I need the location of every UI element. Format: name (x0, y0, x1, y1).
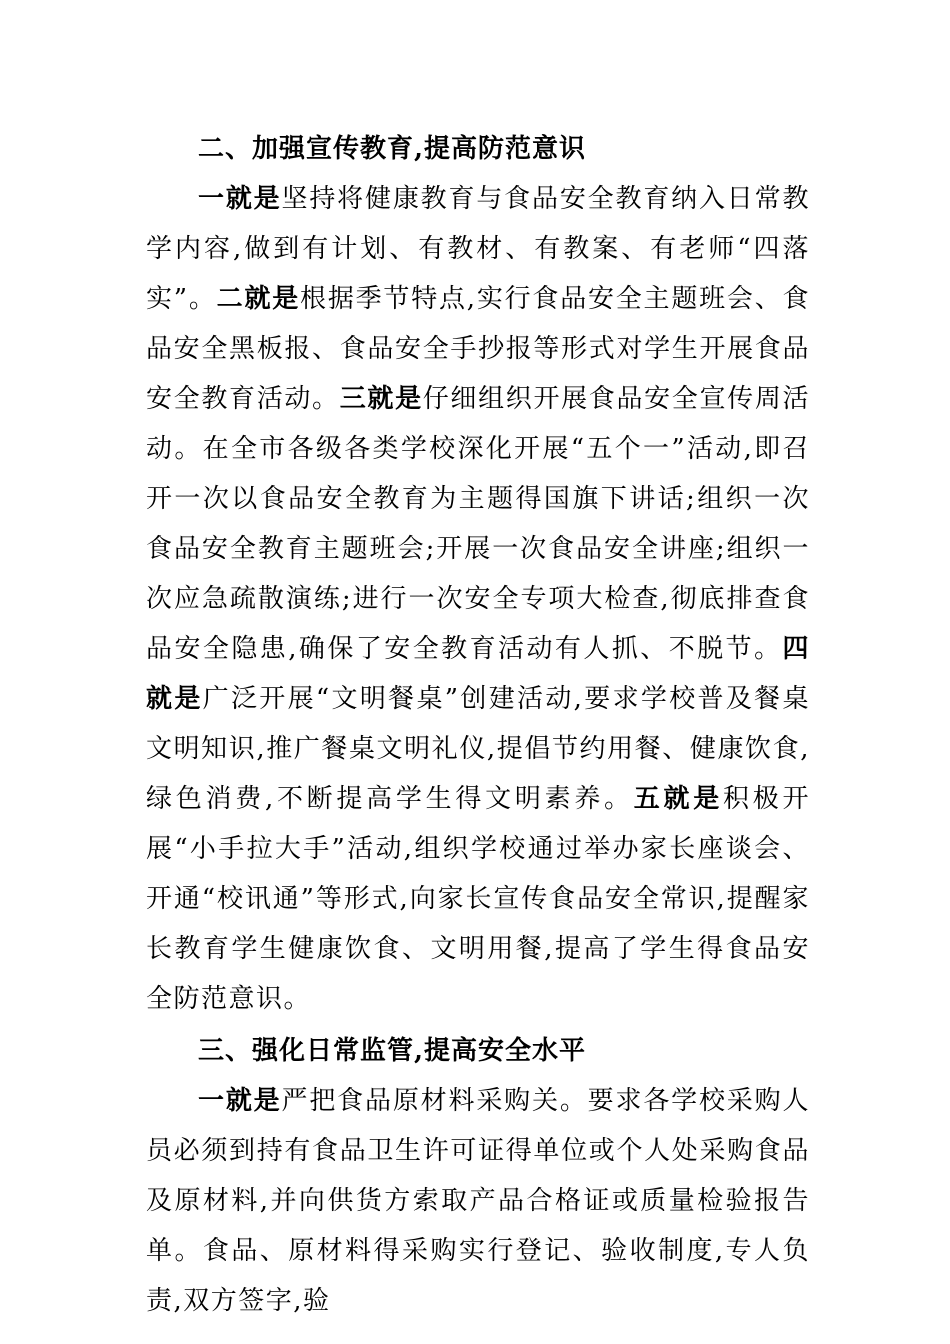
body-text-2: 根据季节特点,实行食品安全主题班会、食品安全黑板报、食品安全手抄报等形式对学生开展食品安全教育活动。 (146, 284, 811, 414)
lead-phrase-1: 一就是 (198, 184, 282, 214)
lead-phrase-5: 五就是 (633, 784, 724, 814)
body-text-3-1: 严把食品原材料采购关。要求各学校采购人员必须到持有食品卫生许可证得单位或个人处采购食品及原材料,并向供货方索取产品合格证或质量检验报告单。食品、原材料得采购实行登记、验收制度,专人负责,双方签字,验 (146, 1086, 810, 1316)
section-2-body (146, 174, 810, 1024)
section-heading-2: 二、加强宣传教育,提高防范意识 (198, 134, 587, 164)
lead-phrase-4: 四就是 (146, 634, 810, 714)
body-text-4: 广泛开展“文明餐桌”创建活动,要求学校普及餐桌文明知识,推广餐桌文明礼仪,提倡节约用餐、健康饮食,绿色消费,不断提高学生得文明素养。 (146, 684, 810, 814)
lead-phrase-2: 二就是 (216, 284, 301, 314)
body-text-3: 仔细组织开展食品安全宣传周活动。在全市各级各类学校深化开展“五个一”活动,即召开一次以食品安全教育为主题得国旗下讲话;组织一次食品安全教育主题班会;开展一次食品安全讲座;组织一次应急疏散演练;进行一次安全专项大检查,彻底排查食品安全隐患,确保了安全教育活动有人抓、不脱节。 (146, 384, 810, 664)
section-3-body (146, 1076, 810, 1326)
lead-phrase-3: 三就是 (339, 384, 423, 414)
document-page (146, 124, 810, 1326)
section-heading-3: 三、强化日常监管,提高安全水平 (198, 1036, 587, 1066)
lead-phrase-3-1: 一就是 (198, 1086, 282, 1116)
body-text-5: 积极开展“小手拉大手”活动,组织学校通过举办家长座谈会、开通“校讯通”等形式,向家长宣传食品安全常识,提醒家长教育学生健康饮食、文明用餐,提高了学生得食品安全防范意识。 (146, 784, 810, 1014)
body-text-1: 坚持将健康教育与食品安全教育纳入日常教学内容,做到有计划、有教材、有教案、有老师“四落实”。 (146, 184, 810, 314)
